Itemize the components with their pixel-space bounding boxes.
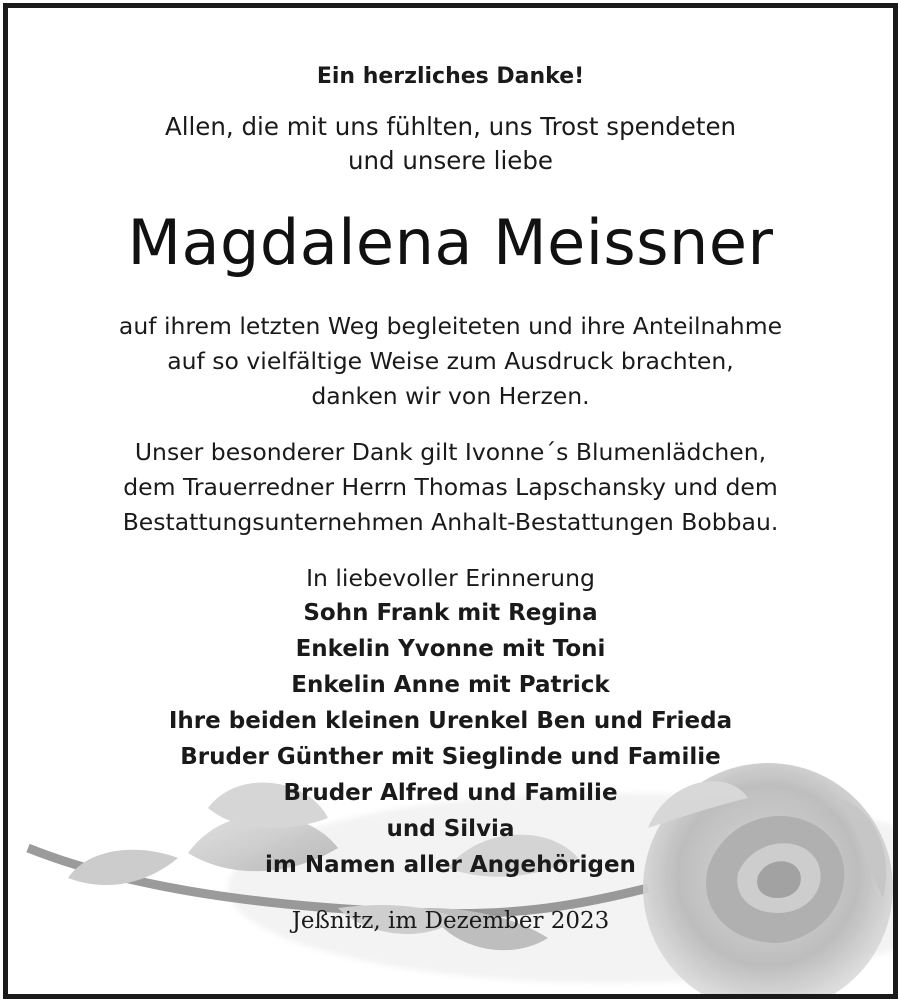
body-line: danken wir von Herzen.: [311, 382, 590, 410]
deceased-name: Magdalena Meissner: [127, 206, 774, 279]
signatory-line: Ihre beiden kleinen Urenkel Ben und Frieda: [168, 708, 733, 734]
body-line: auf so vielfältige Weise zum Ausdruck brachten,: [167, 347, 734, 375]
thanks-line: Unser besonderer Dank gilt Ivonne´s Blumenlädchen,: [134, 438, 767, 466]
intro-line: Allen, die mit uns fühlten, uns Trost spendeten: [164, 112, 737, 141]
signatory-line: Bruder Alfred und Familie: [283, 780, 618, 806]
place-date: Jeßnitz, im Dezember 2023: [291, 908, 610, 934]
thanks-line: dem Trauerredner Herrn Thomas Lapschansky und dem: [123, 473, 778, 501]
signatory-line: Sohn Frank mit Regina: [303, 600, 598, 626]
signatory-line: im Namen aller Angehörigen: [265, 852, 636, 878]
body-line: auf ihrem letzten Weg begleiteten und ihre Anteilnahme: [118, 312, 783, 340]
signatory-line: und Silvia: [386, 816, 515, 842]
signatory-line: Enkelin Anne mit Patrick: [291, 672, 610, 698]
notice-heading: Ein herzliches Danke!: [316, 64, 585, 89]
intro-line: und unsere liebe: [348, 146, 553, 175]
signatory-line: Enkelin Yvonne mit Toni: [295, 636, 606, 662]
notice-frame: [3, 3, 898, 999]
signatory-line: Bruder Günther mit Sieglinde und Familie: [180, 744, 721, 770]
thanks-line: Bestattungsunternehmen Anhalt-Bestattungen Bobbau.: [122, 508, 779, 536]
memory-line: In liebevoller Erinnerung: [306, 564, 595, 592]
